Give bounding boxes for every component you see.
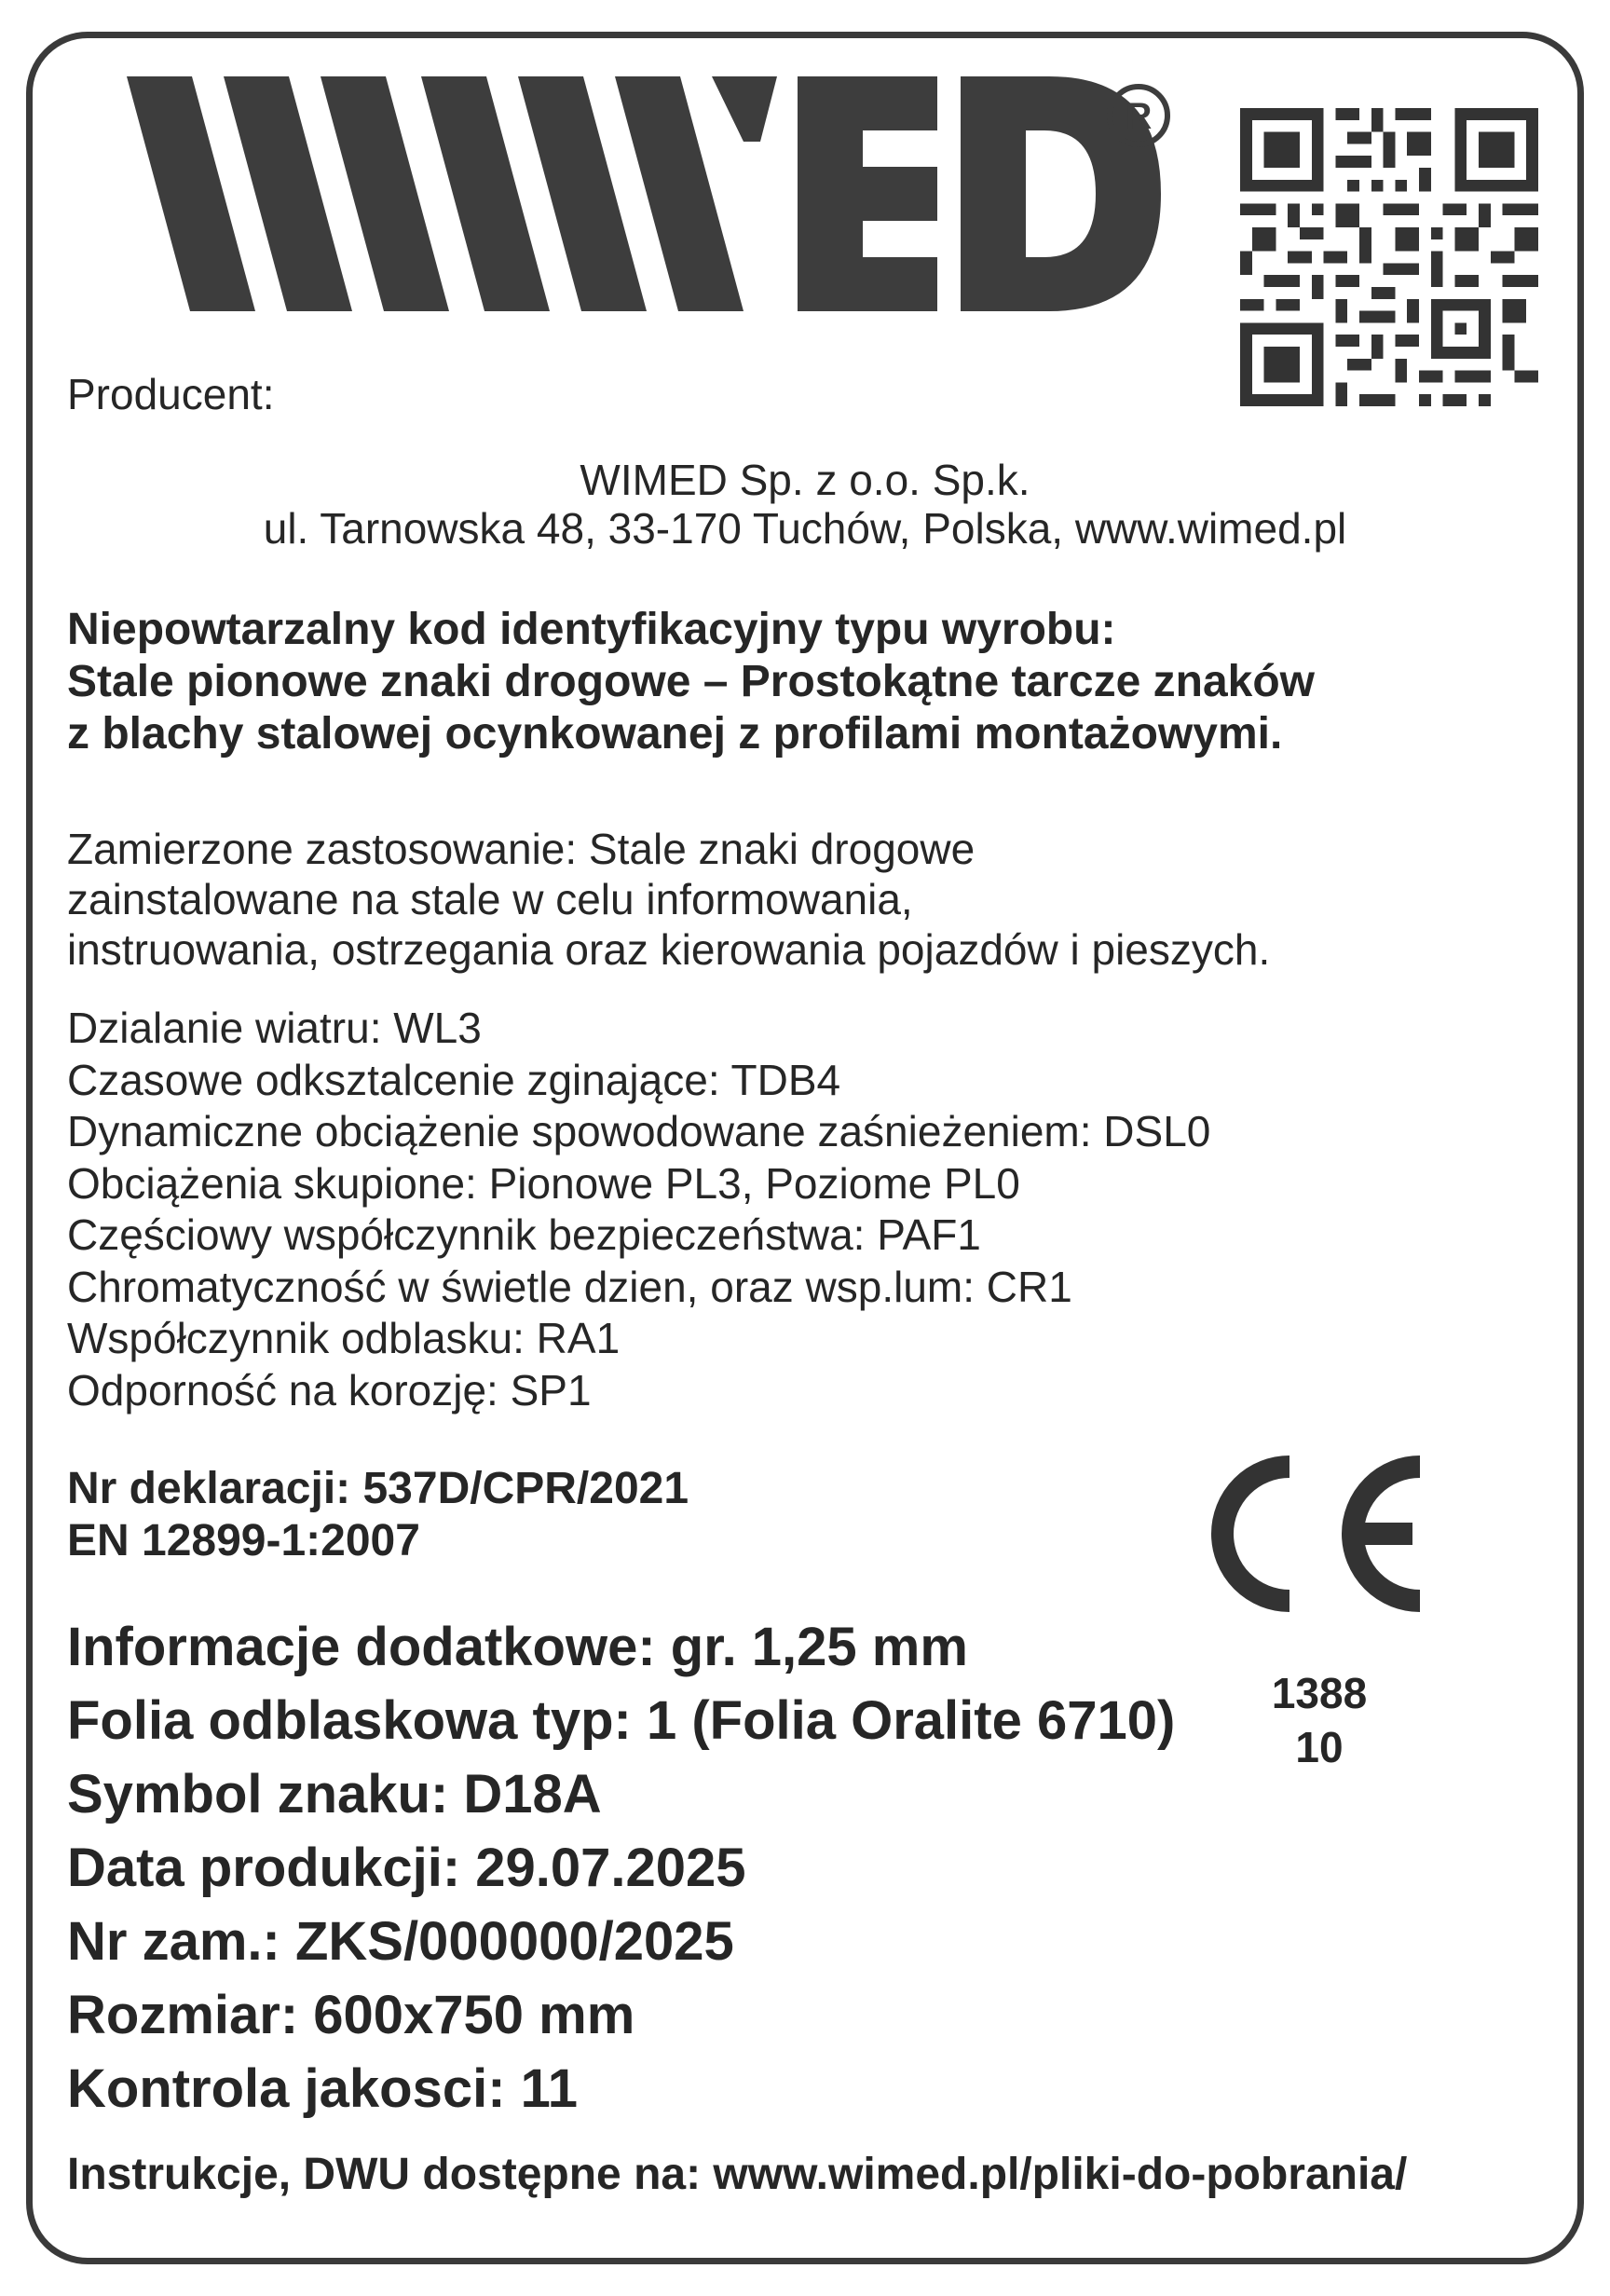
registered-trademark-icon (1105, 82, 1172, 149)
parameter-line: Częściowy współczynnik bezpieczeństwa: PAF1 (67, 1210, 981, 1259)
notified-body-number: 1388 (1271, 1669, 1368, 1717)
intended-use-line: zainstalowane na stale w celu informowania, (67, 875, 913, 923)
product-id-line: z blachy stalowej ocynkowanej z profilami montażowymi. (67, 709, 1283, 758)
instructions-link-text: Instrukcje, DWU dostępne na: www.wimed.pl/pliki-do-pobrania/ (67, 2150, 1408, 2199)
parameter-line: Czasowe odksztalcenie zginające: TDB4 (67, 1055, 841, 1104)
parameter-line: Dzialanie wiatru: WL3 (67, 1004, 482, 1052)
svg-text:R: R (1125, 96, 1153, 137)
performance-parameters (67, 1003, 1210, 1416)
intended-use (67, 824, 1270, 975)
parameter-line: Obciążenia skupione: Pionowe PL3, Poziome PL0 (67, 1158, 1020, 1208)
parameter-line: Dynamiczne obciążenie spowodowane zaśnieżeniem: DSL0 (67, 1107, 1211, 1155)
parameter-line: Chromatyczność w świetle dzien, oraz wsp.lum: CR1 (67, 1262, 1072, 1311)
additional-line: Rozmiar: 600x750 mm (67, 1985, 635, 2045)
wimed-logo (127, 76, 1161, 311)
additional-line: Folia odblaskowa typ: 1 (Folia Oralite 6710) (67, 1690, 1176, 1751)
additional-line: Symbol znaku: D18A (67, 1764, 602, 1824)
additional-line: Data produkcji: 29.07.2025 (67, 1838, 746, 1898)
parameter-line: Współczynnik odblasku: RA1 (67, 1314, 621, 1362)
qr-code-icon (1239, 108, 1539, 406)
ce-mark-icon (1193, 1450, 1431, 1618)
declaration-number: Nr deklaracji: 537D/CPR/2021 (67, 1464, 689, 1513)
additional-line: Informacje dodatkowe: gr. 1,25 mm (67, 1617, 968, 1677)
producer-name: WIMED Sp. z o.o. Sp.k. (580, 456, 1030, 504)
ce-notified-body (1247, 1666, 1392, 1774)
producer-address: ul. Tarnowska 48, 33-170 Tuchów, Polska, www.wimed.pl (263, 504, 1347, 553)
ce-year: 10 (1295, 1723, 1344, 1771)
intended-use-line: Zamierzone zastosowanie: Stale znaki drogowe (67, 825, 976, 873)
additional-line: Nr zam.: ZKS/000000/2025 (67, 1911, 734, 1972)
parameter-line: Odporność na korozję: SP1 (67, 1365, 592, 1414)
product-id-line: Niepowtarzalny kod identyfikacyjny typu wyrobu: (67, 605, 1116, 654)
declaration-standard: EN 12899-1:2007 (67, 1516, 420, 1565)
product-type-identifier (67, 604, 1315, 760)
additional-info (67, 1610, 1175, 2125)
intended-use-line: instruowania, ostrzegania oraz kierowania pojazdów i pieszych. (67, 925, 1271, 974)
declaration-info (67, 1463, 689, 1567)
product-id-line: Stale pionowe znaki drogowe – Prostokątne tarcze znaków (67, 657, 1315, 706)
additional-line: Kontrola jakosci: 11 (67, 2058, 578, 2119)
producer-label: Producent: (67, 370, 275, 418)
